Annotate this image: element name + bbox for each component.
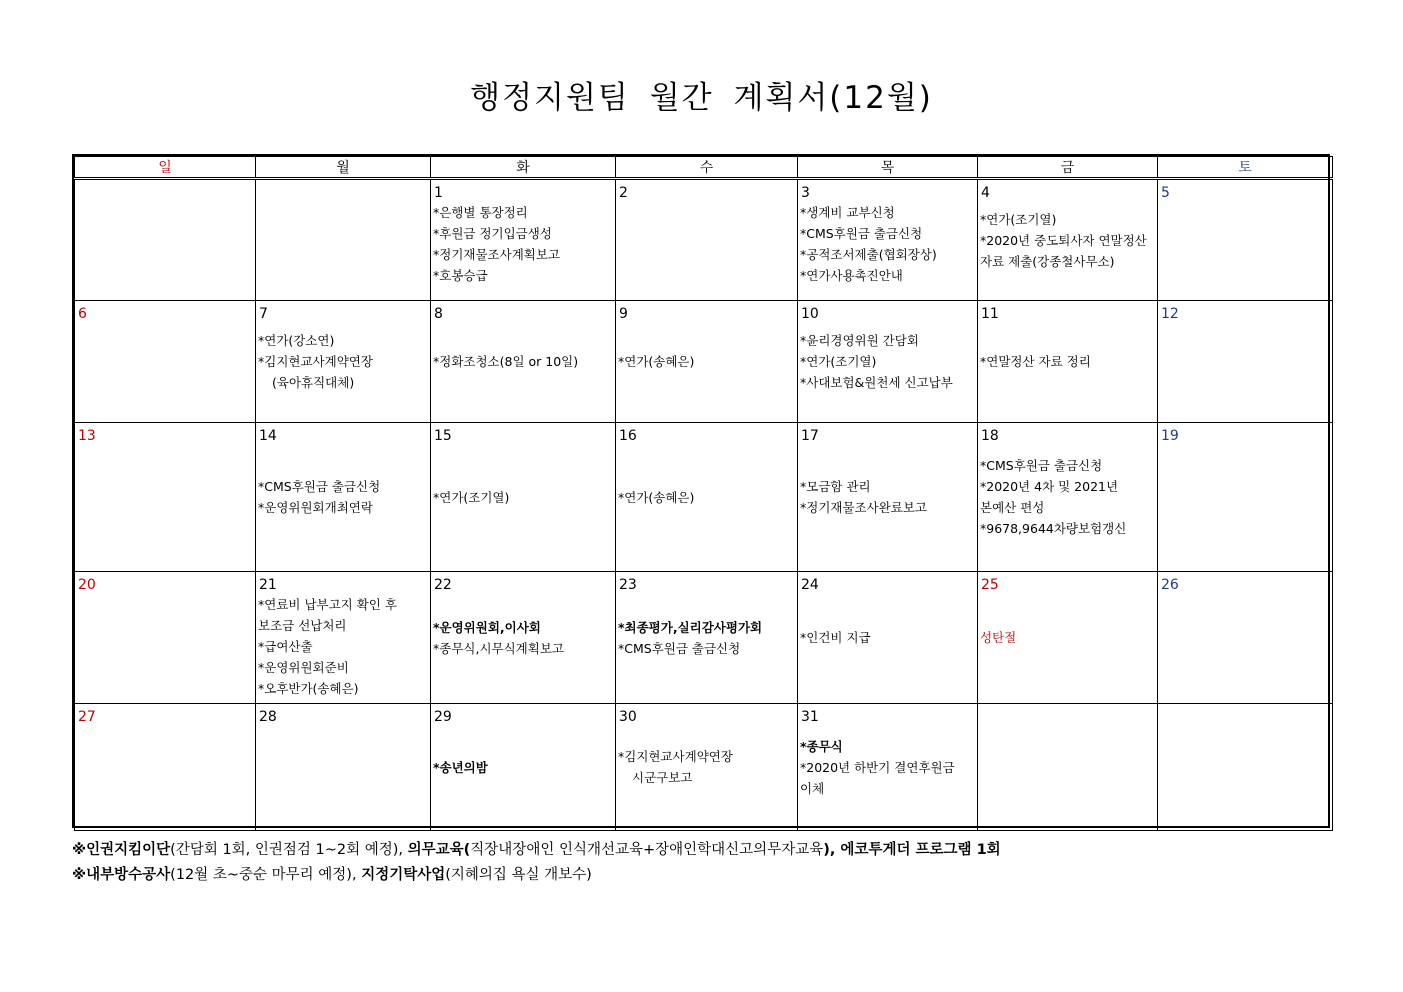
note-text: 인권지킴이단 <box>86 842 171 858</box>
day-number: 12 <box>1161 306 1179 322</box>
day-cell <box>1158 572 1333 704</box>
day-items <box>433 423 613 571</box>
day-number: 13 <box>78 428 96 444</box>
day-cell <box>798 179 978 301</box>
day-number: 26 <box>1161 577 1179 593</box>
schedule-item: *은행별 통장정리 <box>433 205 528 220</box>
day-number: 16 <box>619 428 637 444</box>
note-text: (간담회 1회, 인권점검 1~2회 예정), <box>170 842 408 858</box>
weekday-header: 일 <box>75 157 256 179</box>
note-text: (지혜의집 욕실 개보수) <box>445 867 592 883</box>
schedule-item: *2020년 4차 및 2021년 본예산 편성 <box>980 479 1119 515</box>
day-items <box>258 423 428 571</box>
note-text: ), 에코투게더 프로그램 1회 <box>823 842 1001 858</box>
day-number: 25 <box>981 577 999 593</box>
schedule-item: *연가(조기열) <box>980 211 1057 227</box>
day-cell <box>616 572 798 704</box>
schedule-item: *CMS후원금 출금신청 <box>800 226 923 241</box>
note-text: 직장내장애인 인식개선교육+장애인학대신고의무자교육 <box>470 842 824 858</box>
schedule-item: *연말정산 자료 정리 <box>980 354 1091 369</box>
schedule-item: *CMS후원금 출금신청 <box>980 458 1103 473</box>
day-cell <box>256 704 431 831</box>
schedule-item: *김지현교사계약연장 <box>618 749 733 764</box>
day-items <box>618 423 795 571</box>
schedule-item: *2020년 중도퇴사자 연말정산 자료 제출(강종철사무소) <box>980 232 1147 269</box>
day-items <box>980 301 1155 422</box>
schedule-item: *최종평가,실리감사평가회 <box>618 619 763 635</box>
day-number: 17 <box>801 428 819 444</box>
day-cell <box>978 179 1158 301</box>
day-cell <box>75 704 256 831</box>
day-items <box>258 594 428 703</box>
day-number: 23 <box>619 577 637 593</box>
day-cell <box>431 301 616 423</box>
schedule-item: *윤리경영위원 간담회 <box>800 333 919 348</box>
note-text: (12월 초~중순 마무리 예정), <box>170 867 362 883</box>
day-items <box>800 572 975 703</box>
day-cell <box>616 301 798 423</box>
schedule-item: *송년의밤 <box>433 759 488 775</box>
day-number: 1 <box>434 185 443 201</box>
day-cell <box>75 572 256 704</box>
day-items <box>433 572 613 703</box>
schedule-item: *연가(송혜은) <box>618 354 695 369</box>
week-row <box>75 301 1333 423</box>
schedule-item: *연가(강소연) <box>258 333 335 348</box>
weekday-header: 목 <box>798 157 978 179</box>
day-cell <box>75 301 256 423</box>
schedule-item: *운영위원회개최연락 <box>258 500 373 515</box>
day-cell <box>256 423 431 572</box>
schedule-item: *김지현교사계약연장 <box>258 354 373 369</box>
week-row <box>75 423 1333 572</box>
schedule-item: *정기재물조사완료보고 <box>800 500 928 515</box>
day-number: 5 <box>1161 185 1170 201</box>
week-row <box>75 179 1333 301</box>
page-title: 행정지원팀 월간 계획서(12월) <box>470 80 933 116</box>
day-number: 8 <box>434 306 443 322</box>
day-cell <box>256 572 431 704</box>
day-items <box>618 572 795 703</box>
day-items <box>800 423 975 571</box>
day-number: 14 <box>259 428 277 444</box>
schedule-item: *CMS후원금 출금신청 <box>618 640 741 656</box>
day-number: 10 <box>801 306 819 322</box>
schedule-item: *운영위원회,이사회 <box>433 619 541 635</box>
day-cell <box>978 423 1158 572</box>
day-cell <box>798 301 978 423</box>
day-cell <box>75 423 256 572</box>
day-cell <box>798 572 978 704</box>
day-number: 6 <box>78 306 87 322</box>
holiday-label: 성탄절 <box>980 630 1017 645</box>
day-cell <box>978 704 1158 831</box>
day-cell <box>978 301 1158 423</box>
schedule-item: *연가(조기열) <box>800 354 877 369</box>
note-text: 내부방수공사 <box>86 867 171 883</box>
day-cell <box>431 572 616 704</box>
day-number: 30 <box>619 709 637 725</box>
day-items <box>433 202 613 300</box>
weekday-header: 월 <box>256 157 431 179</box>
schedule-item: *사대보험&원천세 신고납부 <box>800 375 953 390</box>
schedule-item: 시군구보고 <box>632 770 693 785</box>
day-items <box>800 301 975 422</box>
day-number: 18 <box>981 428 999 444</box>
schedule-item: *9678,9644차량보험갱신 <box>980 521 1127 536</box>
schedule-item: *후원금 정기입금생성 <box>433 226 552 241</box>
day-cell <box>798 423 978 572</box>
day-cell <box>616 179 798 301</box>
day-number: 2 <box>619 185 628 201</box>
day-number: 28 <box>259 709 277 725</box>
schedule-item: *정화조청소(8일 or 10일) <box>433 354 579 369</box>
schedule-item: *연료비 납부고지 확인 후 보조금 선납처리 <box>258 597 397 633</box>
day-items <box>980 423 1155 571</box>
schedule-item: *CMS후원금 출금신청 <box>258 479 381 494</box>
day-cell <box>431 704 616 831</box>
day-cell <box>431 423 616 572</box>
schedule-item: *생계비 교부신청 <box>800 205 895 220</box>
day-number: 11 <box>981 306 999 322</box>
day-number: 29 <box>434 709 452 725</box>
week-row <box>75 572 1333 704</box>
monthly-calendar <box>72 154 1330 828</box>
day-number: 22 <box>434 577 452 593</box>
day-cell <box>1158 704 1333 831</box>
footer-notes <box>72 838 1001 888</box>
weekday-header: 금 <box>978 157 1158 179</box>
day-number: 21 <box>259 577 277 593</box>
schedule-item: *연가(송혜은) <box>618 489 695 505</box>
day-number: 7 <box>259 306 268 322</box>
day-number: 9 <box>619 306 628 322</box>
note-line <box>72 838 1001 863</box>
day-number: 3 <box>801 185 810 201</box>
note-bullet: ※ <box>72 842 87 858</box>
day-cell <box>616 423 798 572</box>
note-text: 지정기탁사업 <box>361 867 446 883</box>
day-cell <box>256 179 431 301</box>
schedule-item: *모금함 관리 <box>800 479 871 494</box>
week-row <box>75 704 1333 831</box>
schedule-item: *종무식,시무식계획보고 <box>433 640 564 656</box>
day-number: 15 <box>434 428 452 444</box>
day-cell <box>798 704 978 831</box>
schedule-item: *운영위원회준비 <box>258 660 349 675</box>
note-bullet: ※ <box>72 867 87 883</box>
day-items <box>980 180 1155 300</box>
note-line <box>72 863 1001 888</box>
day-items <box>433 301 613 422</box>
schedule-item: *인건비 지급 <box>800 630 871 645</box>
day-cell <box>431 179 616 301</box>
day-number: 24 <box>801 577 819 593</box>
day-cell <box>1158 179 1333 301</box>
day-cell <box>616 704 798 831</box>
schedule-item: *급여산출 <box>258 639 313 654</box>
schedule-item: *공적조서제출(협회장상) <box>800 247 937 262</box>
day-number: 19 <box>1161 428 1179 444</box>
day-items <box>618 704 795 830</box>
day-number: 4 <box>981 185 990 201</box>
day-number: 31 <box>801 709 819 725</box>
schedule-item: *오후반가(송혜은) <box>258 681 359 696</box>
day-cell <box>256 301 431 423</box>
day-items <box>618 301 795 422</box>
day-cell <box>75 179 256 301</box>
schedule-item: *연가사용촉진안내 <box>800 268 903 283</box>
day-cell <box>978 572 1158 704</box>
weekday-header: 토 <box>1158 157 1333 179</box>
day-cell <box>1158 423 1333 572</box>
day-number: 27 <box>78 709 96 725</box>
day-items <box>980 572 1155 703</box>
schedule-item: *종무식 <box>800 738 843 754</box>
day-items <box>800 202 975 300</box>
schedule-item: *2020년 하반기 결연후원금 이체 <box>800 759 955 796</box>
day-items <box>433 704 613 830</box>
day-items <box>258 301 428 422</box>
schedule-item: (육아휴직대체) <box>272 375 355 390</box>
note-text: 의무교육( <box>407 842 471 858</box>
schedule-item: *연가(조기열) <box>433 489 510 505</box>
schedule-item: *정기재물조사계획보고 <box>433 247 561 262</box>
weekday-header: 수 <box>616 157 798 179</box>
day-items <box>800 704 975 830</box>
schedule-item: *호봉승급 <box>433 268 488 283</box>
day-cell <box>1158 301 1333 423</box>
day-number: 20 <box>78 577 96 593</box>
weekday-header: 화 <box>431 157 616 179</box>
